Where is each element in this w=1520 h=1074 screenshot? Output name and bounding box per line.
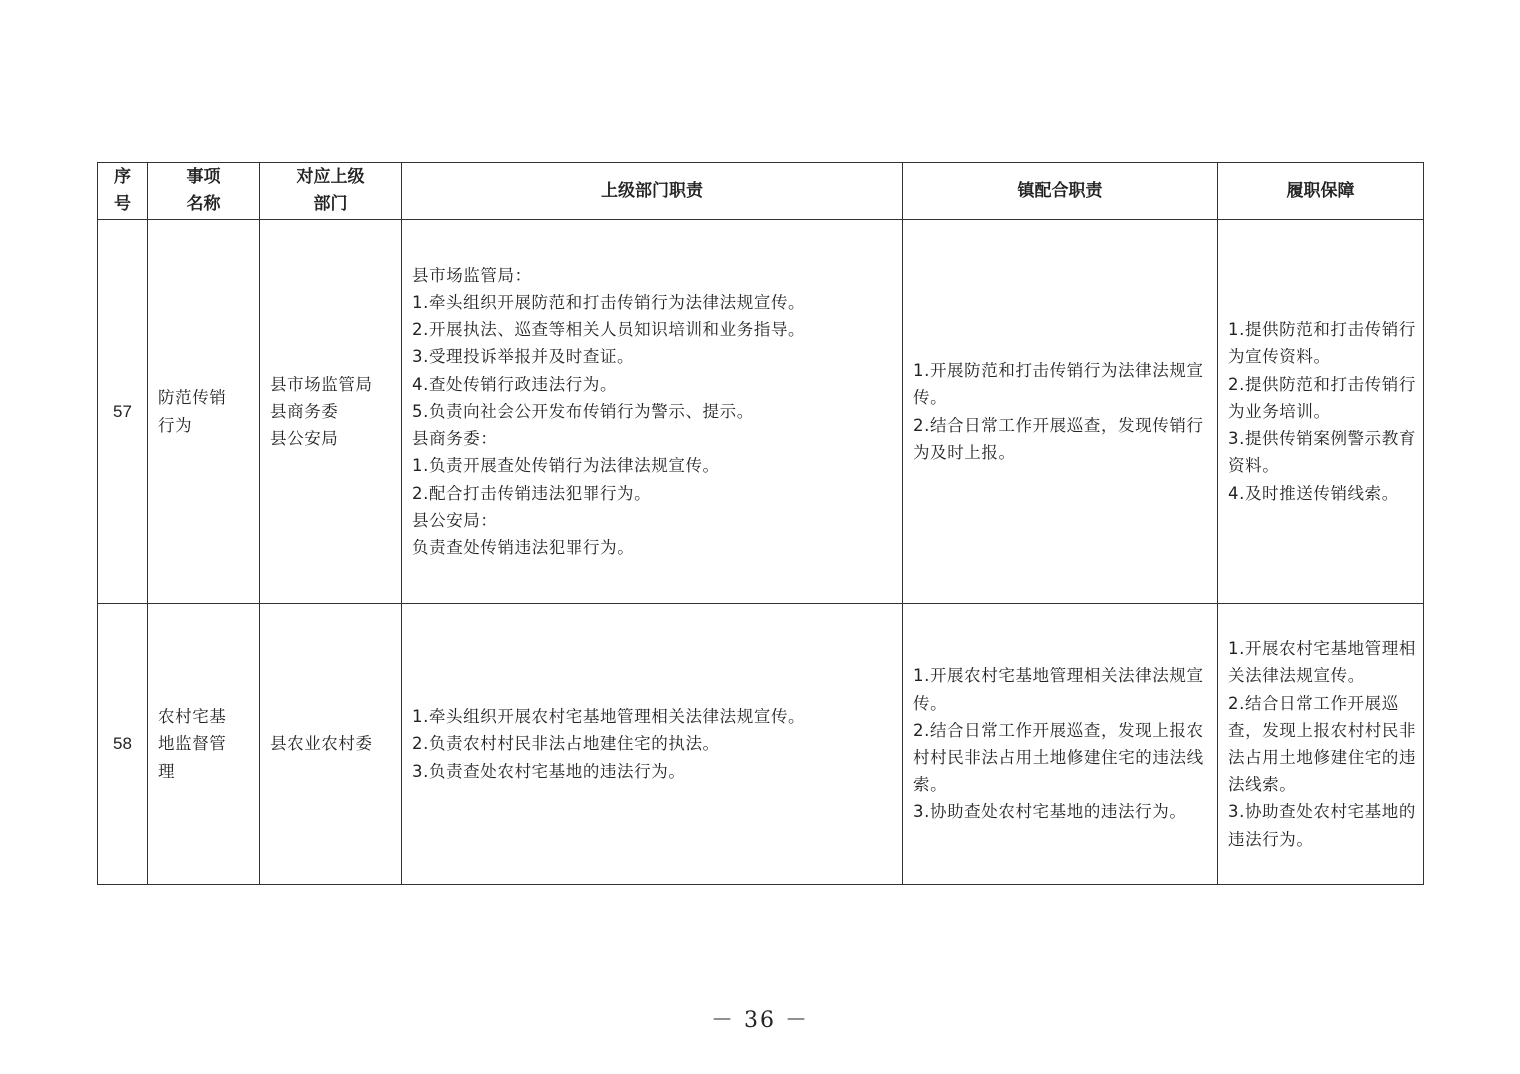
- row-seq: 58: [98, 604, 148, 885]
- header-guarantee: 履职保障: [1218, 163, 1424, 220]
- header-row: [98, 163, 1424, 220]
- row-guarantee: 1.提供防范和打击传销行为宣传资料。 2.提供防范和打击传销行为业务培训。 3.提供传销案例警示教育资料。 4.及时推送传销线索。: [1218, 220, 1424, 604]
- header-town-duties: 镇配合职责: [903, 163, 1218, 220]
- table-row: [98, 220, 1424, 604]
- row-item-name: 农村宅基 地监督管 理: [148, 604, 260, 885]
- header-seq: 序 号: [98, 163, 148, 220]
- row-guarantee: 1.开展农村宅基地管理相关法律法规宣传。 2.结合日常工作开展巡查，发现上报农村村民非法占用土地修建住宅的违法线索。 3.协助查处农村宅基地的违法行为。: [1218, 604, 1424, 885]
- row-upper-duties: 1.牵头组织开展农村宅基地管理相关法律法规宣传。 2.负责农村村民非法占地建住宅的执法。 3.负责查处农村宅基地的违法行为。: [402, 604, 903, 885]
- row-upper-dept: 县市场监管局 县商务委 县公安局: [260, 220, 402, 604]
- row-town-duties: 1.开展防范和打击传销行为法律法规宣传。 2.结合日常工作开展巡查，发现传销行为及时上报。: [903, 220, 1218, 604]
- page-number: － 36 －: [711, 1008, 809, 1033]
- header-upper-duties: 上级部门职责: [402, 163, 903, 220]
- header-item-name: 事项 名称: [148, 163, 260, 220]
- row-upper-dept: 县农业农村委: [260, 604, 402, 885]
- row-town-duties: 1.开展农村宅基地管理相关法律法规宣传。 2.结合日常工作开展巡查，发现上报农村村民非法占用土地修建住宅的违法线索。 3.协助查处农村宅基地的违法行为。: [903, 604, 1218, 885]
- row-item-name: 防范传销 行为: [148, 220, 260, 604]
- row-seq: 57: [98, 220, 148, 604]
- duty-table: [97, 162, 1424, 885]
- header-upper-dept: 对应上级 部门: [260, 163, 402, 220]
- row-upper-duties: 县市场监管局： 1.牵头组织开展防范和打击传销行为法律法规宣传。 2.开展执法、巡查等相关人员知识培训和业务指导。 3.受理投诉举报并及时查证。 4.查处传销行政违法行为。 5.负责向社会公开发布传销行为警示、提示。 县商务委： 1.负责开展查处传销行为法律法规宣传。 2.配合打击传销违法犯罪行为。 县公安局： 负责查处传销违法犯罪行为。: [402, 220, 903, 604]
- table-row: [98, 604, 1424, 885]
